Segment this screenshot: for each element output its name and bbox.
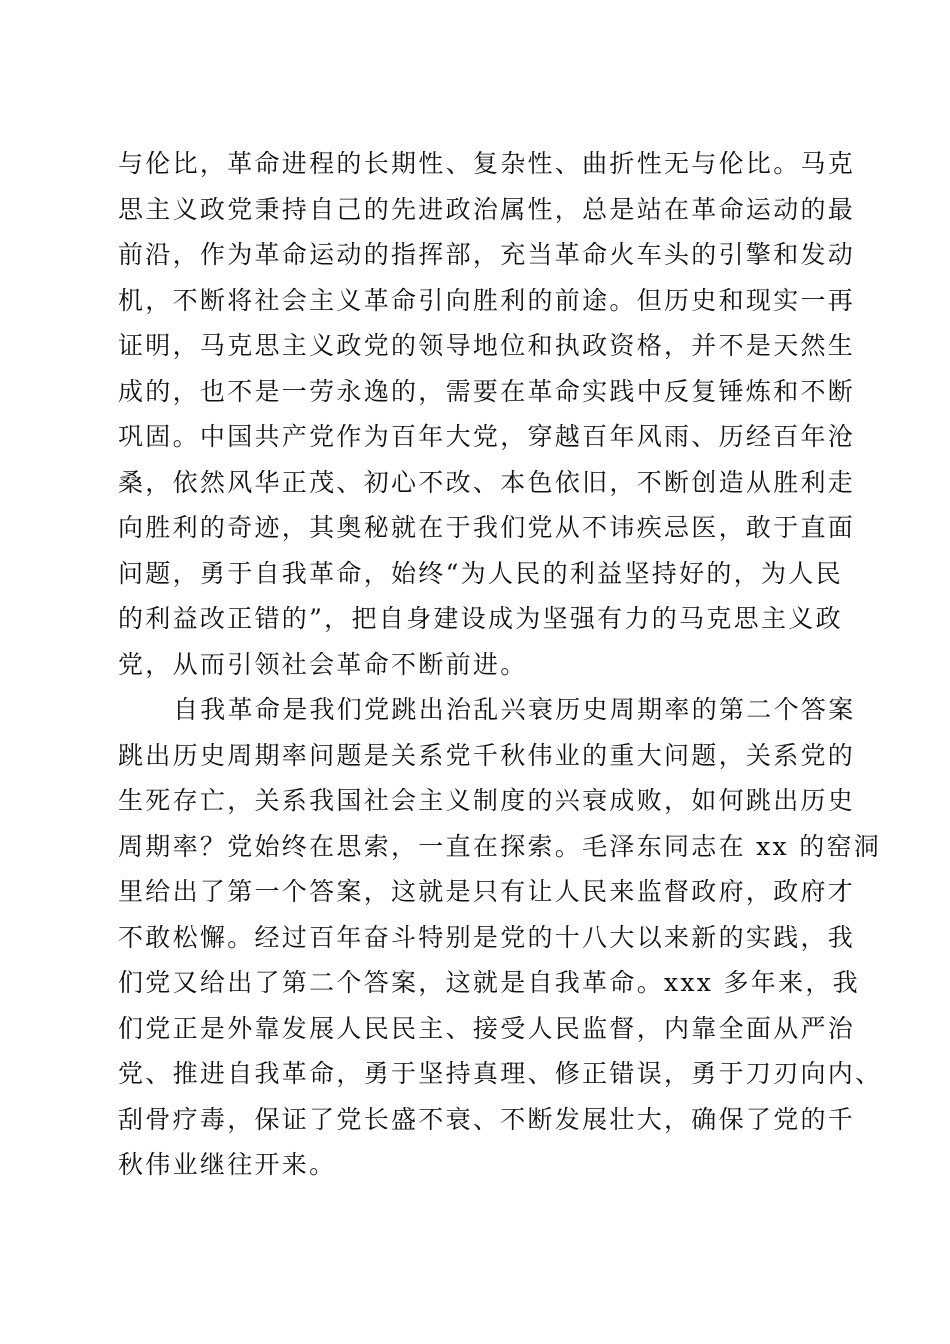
text-line: 不敢松懈。经过百年奋斗特别是党的十八大以来新的实践，我 (118, 922, 856, 952)
text-line: 们党正是外靠发展人民民主、接受人民监督，内靠全面从严治 (118, 1013, 856, 1043)
text-line: 秋伟业继往开来。 (118, 1150, 337, 1179)
text-line: 桑，依然风华正茂、初心不改、本色依旧，不断创造从胜利走 (118, 467, 856, 497)
text-line: 跳出历史周期率问题是关系党千秋伟业的重大问题，关系党的 (118, 740, 856, 770)
text-line: 党，从而引领社会革命不断前进。 (118, 649, 528, 679)
text-line: 机，不断将社会主义革命引向胜利的前途。但历史和现实一再 (118, 285, 856, 315)
text-line: 向胜利的奇迹，其奥秘就在于我们党从不讳疾忌医，敢于直面 (118, 513, 856, 542)
heading-line: 自我革命是我们党跳出治乱兴衰历史周期率的第二个答案 (173, 695, 856, 724)
text-line: 里给出了第一个答案，这就是只有让人民来监督政府，政府才 (118, 877, 856, 906)
body-text (118, 141, 883, 1188)
paragraph (118, 141, 856, 687)
text-line: 生死存亡，关系我国社会主义制度的兴衰成败，如何跳出历史 (118, 786, 856, 815)
text-line: 党、推进自我革命，勇于坚持真理、修正错误，勇于刀刃向内、 (118, 1059, 883, 1088)
text-line: 成的，也不是一劳永逸的，需要在革命实践中反复锤炼和不断 (118, 376, 856, 406)
text-line: 证明，马克思主义政党的领导地位和执政资格，并不是天然生 (118, 331, 856, 360)
text-line: 周期率？党始终在思索，一直在探索。毛泽东同志在 xx 的窑洞 (118, 831, 882, 861)
text-line: 与伦比，革命进程的长期性、复杂性、曲折性无与伦比。马克 (118, 149, 856, 178)
text-line: 们党又给出了第二个答案，这就是自我革命。xxx 多年来，我 (118, 968, 860, 997)
text-line: 问题，勇于自我革命，始终“为人民的利益坚持好的，为人民 (118, 558, 843, 588)
text-line: 刮骨疗毒，保证了党长盛不衰、不断发展壮大，确保了党的千 (118, 1104, 856, 1134)
text-line: 前沿，作为革命运动的指挥部，充当革命火车头的引擎和发动 (118, 240, 856, 269)
section-heading (118, 687, 856, 733)
text-line: 巩固。中国共产党作为百年大党，穿越百年风雨、历经百年沧 (118, 422, 856, 451)
paragraph (118, 733, 883, 1188)
text-line: 思主义政党秉持自己的先进政治属性，总是站在革命运动的最 (118, 194, 856, 224)
text-line: 的利益改正错的”，把自身建设成为坚强有力的马克思主义政 (118, 604, 843, 633)
